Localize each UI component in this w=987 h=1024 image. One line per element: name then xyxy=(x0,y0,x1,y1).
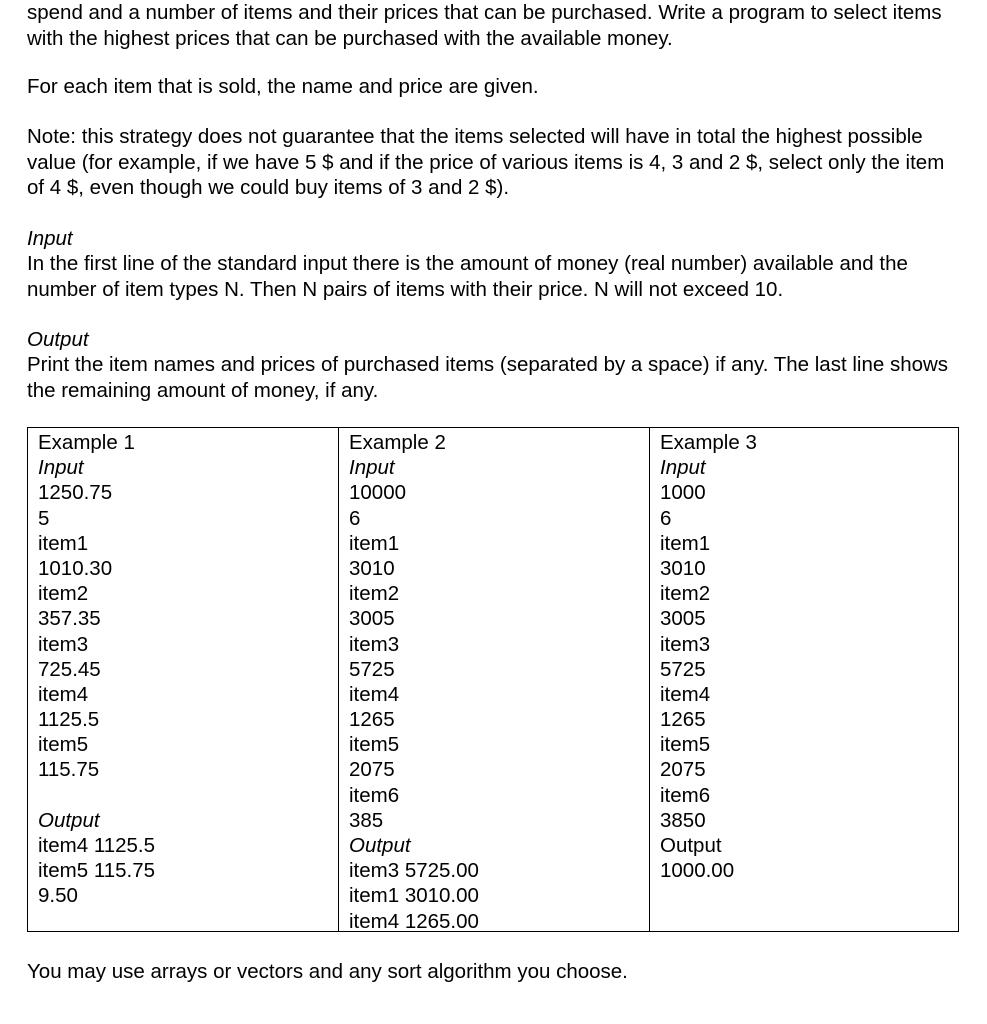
output-line: item4 1265.00 xyxy=(349,909,479,933)
input-line: 1250.75 xyxy=(38,481,113,505)
output-line: item1 3010.00 xyxy=(349,884,479,908)
output-line: 1000.00 xyxy=(660,859,735,883)
input-line: item2 xyxy=(38,582,89,606)
input-description: In the first line of the standard input there is the amount of money (real number) available and the number of item types N. Then N pairs of items with their price. N will not exceed 10. xyxy=(27,252,908,301)
note-paragraph: Note: this strategy does not guarantee that the items selected will have in total the highest possible value (for example, if we have 5 $ and if the price of various items is 4, 3 and 2 $, select only the item of 4 $, even though we could buy items of 3 and 2 $). xyxy=(27,125,945,199)
output-line: 9.50 xyxy=(38,884,78,908)
output-label: Output xyxy=(660,834,722,857)
input-line: item3 xyxy=(660,632,711,656)
example-title: Example 1 xyxy=(38,431,135,454)
spacer xyxy=(38,783,338,808)
input-line: item5 xyxy=(349,733,400,757)
output-line: item4 1125.5 xyxy=(38,834,156,857)
input-line: 725.45 xyxy=(38,657,101,681)
output-label: Output xyxy=(349,834,411,857)
example-1-column xyxy=(28,428,339,931)
input-line: 2075 xyxy=(660,758,706,782)
item-info-paragraph: For each item that is sold, the name and price are given. xyxy=(27,75,539,98)
input-line: 5 xyxy=(38,506,50,530)
input-line: 385 xyxy=(349,808,384,832)
output-line: item5 115.75 xyxy=(38,859,156,883)
output-label: Output xyxy=(38,808,100,832)
output-description: Print the item names and prices of purchased items (separated by a space) if any. The last line shows the remaining amount of money, if any. xyxy=(27,353,949,402)
input-line: item5 xyxy=(660,733,711,757)
input-line: 357.35 xyxy=(38,607,101,631)
input-line: item4 xyxy=(38,682,89,706)
input-line: 1265 xyxy=(349,708,395,732)
example-title: Example 2 xyxy=(349,431,446,454)
input-line: item4 xyxy=(660,682,711,706)
input-line: 6 xyxy=(349,506,361,530)
input-line: 1000 xyxy=(660,481,706,505)
input-line: item1 xyxy=(660,531,711,555)
footer-note: You may use arrays or vectors and any sort algorithm you choose. xyxy=(27,960,628,983)
input-line: 3005 xyxy=(349,607,395,631)
input-line: item3 xyxy=(349,632,400,656)
input-line: 3010 xyxy=(349,556,395,580)
example-3-column xyxy=(650,428,958,931)
intro-paragraph: spend and a number of items and their prices that can be purchased. Write a program to select items with the highest prices that can be purchased with the available money. xyxy=(27,1,942,50)
input-line: 1010.30 xyxy=(38,556,113,580)
input-line: 10000 xyxy=(349,481,407,505)
input-line: 2075 xyxy=(349,758,395,782)
input-line: 115.75 xyxy=(38,758,100,782)
input-label: Input xyxy=(660,456,706,480)
input-line: item4 xyxy=(349,682,400,706)
input-line: 6 xyxy=(660,506,672,530)
output-heading: Output xyxy=(27,328,89,351)
input-line: 1125.5 xyxy=(38,708,100,732)
input-line: 5725 xyxy=(349,657,395,681)
input-line: item6 xyxy=(660,783,711,807)
input-line: 3010 xyxy=(660,556,706,580)
input-line: item2 xyxy=(349,582,400,606)
input-label: Input xyxy=(38,456,84,480)
input-line: item2 xyxy=(660,582,711,606)
input-line: item3 xyxy=(38,632,89,656)
input-line: item5 xyxy=(38,733,89,757)
input-label: Input xyxy=(349,456,395,480)
input-line: 3005 xyxy=(660,607,706,631)
input-line: item1 xyxy=(38,531,89,555)
input-line: item1 xyxy=(349,531,400,555)
input-line: 1265 xyxy=(660,708,706,732)
input-line: item6 xyxy=(349,783,400,807)
example-title: Example 3 xyxy=(660,431,757,454)
examples-table xyxy=(27,427,959,932)
input-line: 5725 xyxy=(660,657,706,681)
output-line: item3 5725.00 xyxy=(349,859,479,883)
input-heading: Input xyxy=(27,227,73,250)
input-line: 3850 xyxy=(660,808,706,832)
example-2-column xyxy=(339,428,650,931)
